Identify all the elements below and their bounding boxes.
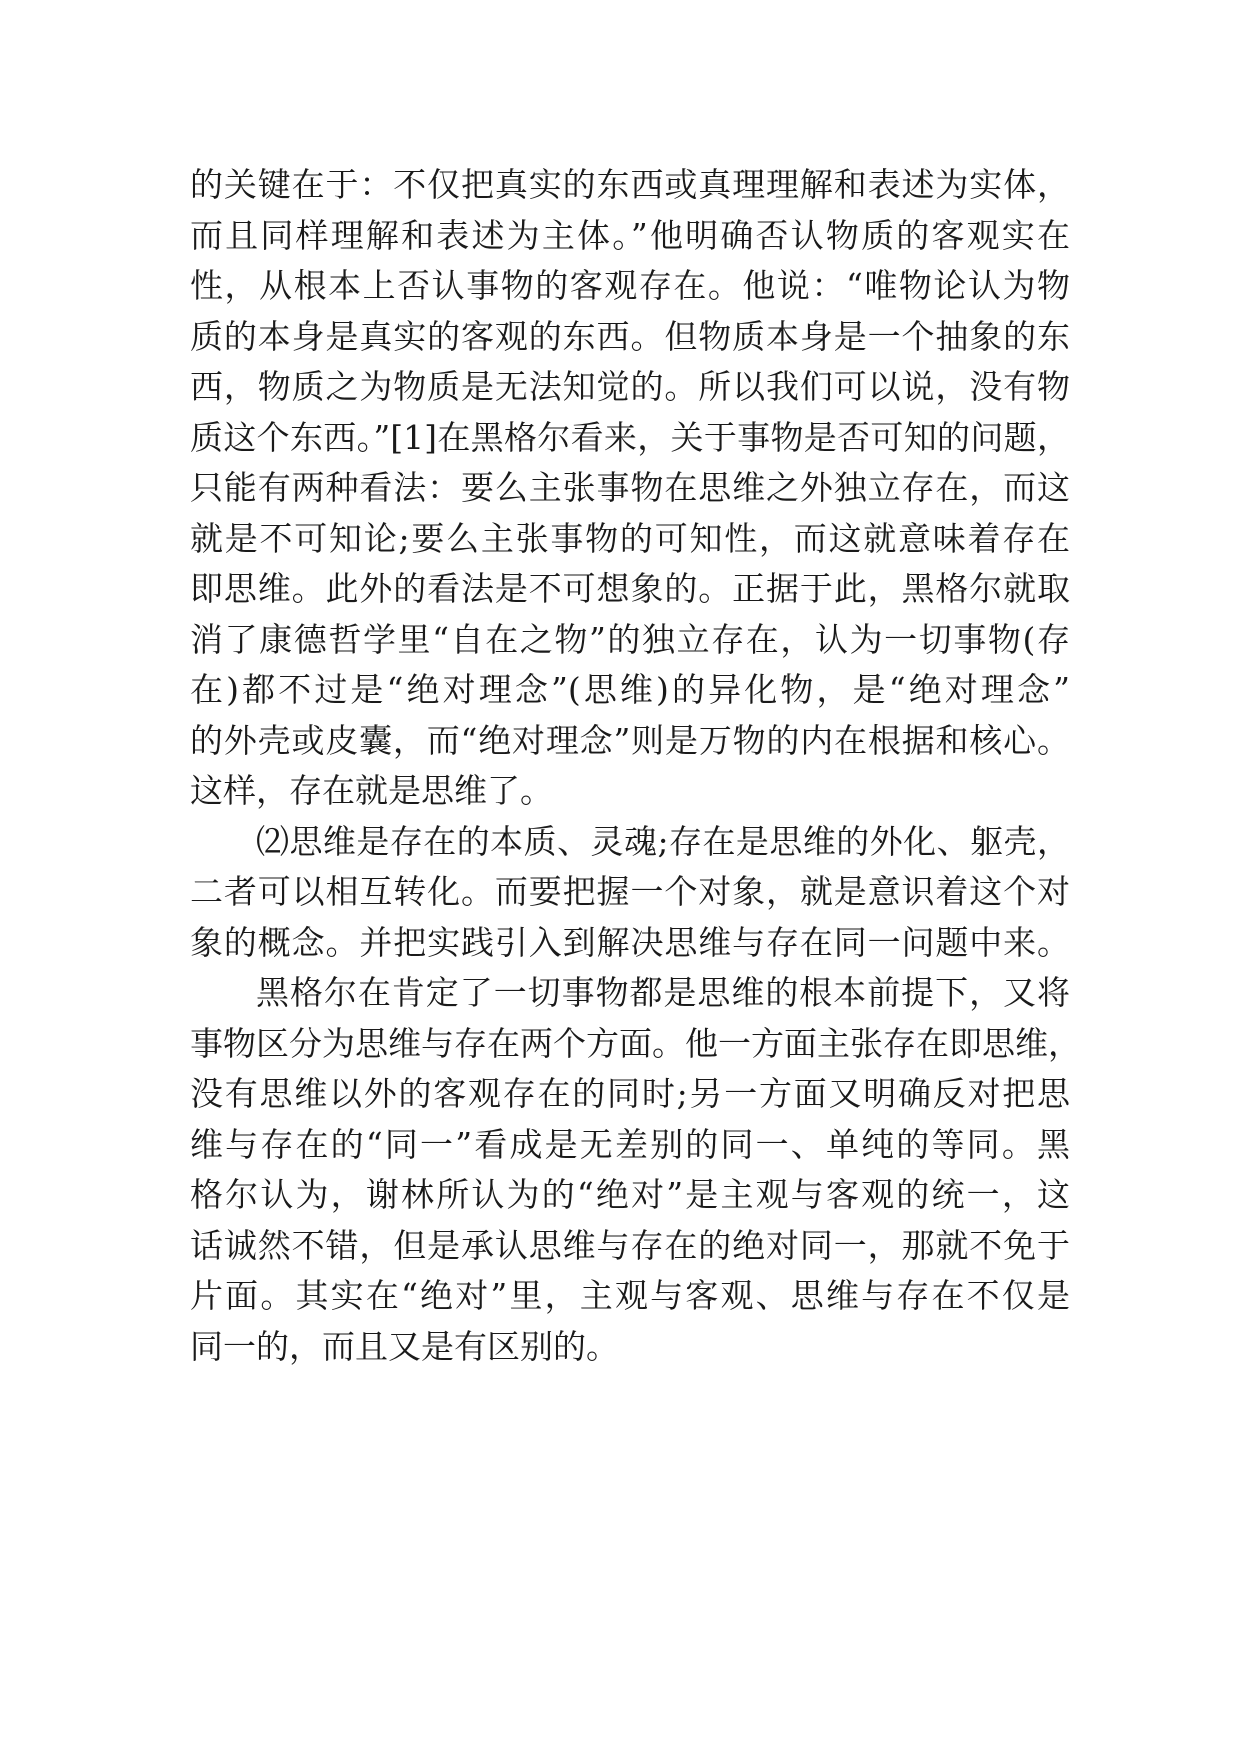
text-line: 这样，存在就是思维了。 xyxy=(190,771,553,810)
text-line: 事物区分为思维与存在两个方面。他一方面主张存在即思维， xyxy=(190,1023,1081,1063)
text-line: 性，从根本上否认事物的客观存在。他说：“唯物论认为物 xyxy=(190,266,1070,305)
text-line: 的关键在于：不仅把真实的东西或真理理解和表述为实体， xyxy=(190,165,1070,204)
text-line: 质的本身是真实的客观的东西。但物质本身是一个抽象的东 xyxy=(190,316,1070,356)
text-line: 维与存在的“同一”看成是无差别的同一、单纯的等同。黑 xyxy=(190,1124,1070,1164)
text-line: 片面。其实在“绝对”里，主观与客观、思维与存在不仅是 xyxy=(190,1276,1070,1315)
text-line: 而且同样理解和表述为主体。”他明确否认物质的客观实在 xyxy=(190,215,1070,255)
text-line: 西，物质之为物质是无法知觉的。所以我们可以说，没有物 xyxy=(190,367,1070,406)
body-text xyxy=(190,160,1081,1372)
text-line: 象的概念。并把实践引入到解决思维与存在同一问题中来。 xyxy=(190,922,1070,962)
text-line: 二者可以相互转化。而要把握一个对象，就是意识着这个对 xyxy=(190,872,1070,911)
paragraph-3 xyxy=(190,968,1081,1372)
text-line: 没有思维以外的客观存在的同时;另一方面又明确反对把思 xyxy=(190,1074,1070,1113)
text-line: 消了康德哲学里“自在之物”的独立存在，认为一切事物(存 xyxy=(190,619,1070,659)
text-line: 只能有两种看法：要么主张事物在思维之外独立存在，而这 xyxy=(190,468,1070,507)
text-line: 格尔认为，谢林所认为的“绝对”是主观与客观的统一，这 xyxy=(190,1175,1070,1214)
paragraph-2 xyxy=(190,817,1070,969)
text-line: 就是不可知论;要么主张事物的可知性，而这就意味着存在 xyxy=(190,518,1070,558)
text-line: ⑵思维是存在的本质、灵魂;存在是思维的外化、躯壳， xyxy=(256,821,1070,861)
text-line: 即思维。此外的看法是不可想象的。正据于此，黑格尔就取 xyxy=(190,569,1070,608)
text-line: 在)都不过是“绝对理念”(思维)的异化物，是“绝对理念” xyxy=(190,670,1070,709)
text-line: 质这个东西。”[1]在黑格尔看来，关于事物是否可知的问题， xyxy=(190,417,1070,457)
paragraph-1 xyxy=(190,160,1070,817)
text-line: 同一的，而且又是有区别的。 xyxy=(190,1326,619,1366)
text-line: 的外壳或皮囊，而“绝对理念”则是万物的内在根据和核心。 xyxy=(190,720,1070,760)
text-line: 话诚然不错，但是承认思维与存在的绝对同一，那就不免于 xyxy=(190,1225,1070,1265)
text-line: 黑格尔在肯定了一切事物都是思维的根本前提下，又将 xyxy=(256,973,1070,1012)
